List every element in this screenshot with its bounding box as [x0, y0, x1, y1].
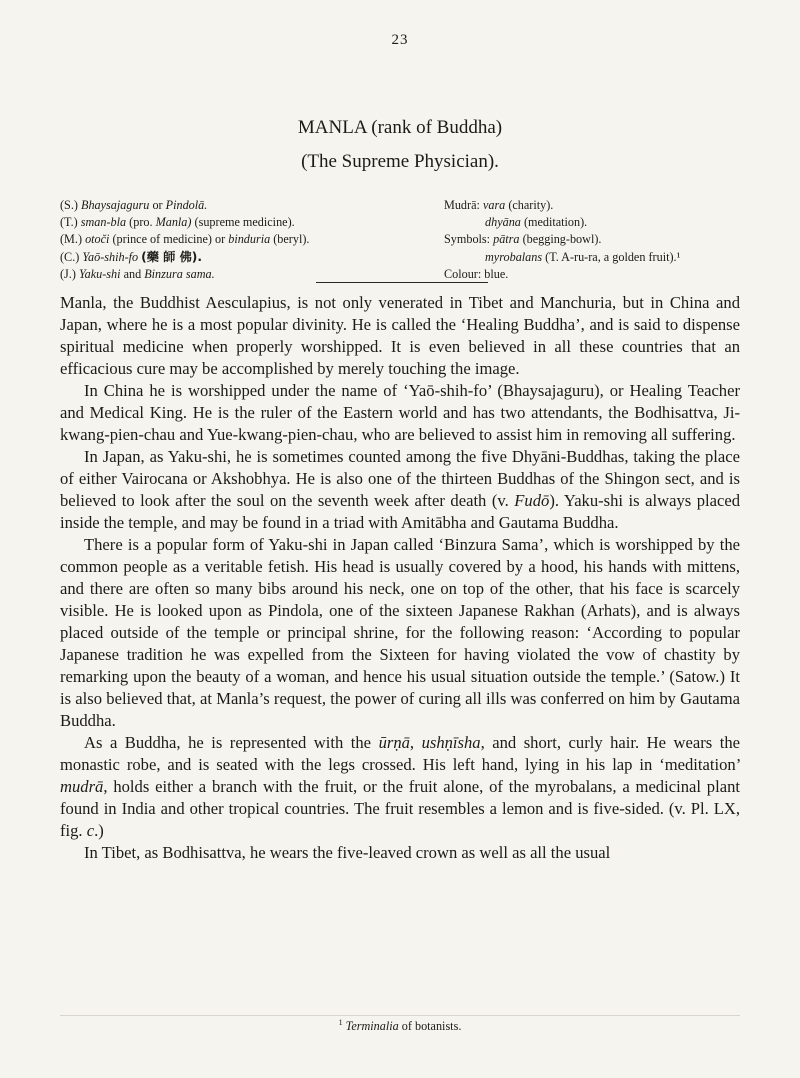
paragraph: There is a popular form of Yaku-shi in Japan called ‘Binzura Sama’, which is worshipped by the common people as a veritable fetish. His head is usually covered by a hood, his hands with mittens, and there are often so many bibs around his neck, one on top of the other, that his face is scarcely visible. He is looked upon as Pindola, one of the sixteen Japanese Rakhan (Arhats), and is always placed outside of the temple or principal shrine, for the following reason: ‘According to popular Japanese tradition he was expelled from the Sixteen for having violated the vow of chastity by remarking upon the beauty of a woman, and hence his usual situation outside the temple.’ (Satow.) It is also believed that, at Manla’s request, the power of curing all ills was conferred on him by Gautama Buddha.: [60, 535, 740, 730]
name-entry-japanese: [60, 266, 330, 283]
name-conj: (pro.: [129, 215, 153, 230]
name-term: Bhaysajaguru: [81, 198, 150, 212]
name-conj: (prince of medicine) or: [112, 232, 226, 247]
symbols-label: Symbols:: [444, 232, 491, 247]
section-divider: [316, 282, 488, 283]
paragraph: Manla, the Buddhist Aesculapius, is not only venerated in Tibet and Manchuria, but in China and Japan, where he is a most popular divinity. He is called the ‘Healing Buddha’, and is said to dispense spiritual medicine when properly worshipped. It is even believed in all these countries that an efficacious cure may be accomplished by merely touching the image.: [60, 293, 740, 378]
name-term: sman-bla: [80, 215, 127, 230]
symbols-row: [444, 231, 784, 248]
page-number: 23: [391, 32, 409, 48]
mudra-row: [444, 214, 784, 231]
mudra-term: vara: [482, 198, 506, 212]
paragraph-text: , holds either a branch with the fruit, or the fruit alone, of the myrobalans, a medicinal plant found in India and other tropical countries. The fruit resembles a lemon and is five-sided. (v. Pl. LX, fig.: [60, 777, 740, 840]
colour-label: Colour:: [444, 266, 482, 281]
attribute-list: [444, 197, 784, 283]
term-urna: ūrṇā: [378, 733, 410, 752]
name-list: [60, 197, 330, 283]
paragraph-text: In Japan, as Yaku-shi, he is sometimes counted among the five Dhyāni-Buddhas, taking the place of either Vairocana or Akshobhya. He is also one of the thirteen Buddhas of the Shingon sect, and is believed to look after the soul on the seventh week after death (v.: [60, 447, 740, 510]
name-key: (M.): [60, 232, 83, 247]
name-alt: Pindolā.: [165, 198, 208, 212]
name-term: otoči: [85, 232, 110, 247]
term-ushnisha: ushṇīsha: [421, 733, 481, 752]
symbol-term: pātra: [493, 232, 520, 247]
name-conj: and: [123, 266, 142, 281]
name-alt: binduria: [228, 232, 271, 247]
symbol-gloss: (T. A-ru-ra, a golden fruit).¹: [545, 249, 681, 264]
name-conj: or: [152, 198, 163, 212]
name-entry-sanskrit: [60, 197, 330, 214]
footnote-divider: [60, 1015, 740, 1016]
name-term: Yaō-shih-fo: [82, 249, 139, 264]
paragraph-text: ,: [409, 733, 415, 752]
paragraph-text: ). Yaku-shi is always placed inside the temple, and may be found in a triad with Amitābha and Gautama Buddha.: [60, 491, 740, 532]
name-key: (T.): [60, 215, 78, 230]
page-title: MANLA (rank of Buddha): [297, 117, 503, 138]
symbol-gloss: (begging-bowl).: [522, 232, 602, 247]
page-subtitle: (The Supreme Physician).: [301, 151, 499, 172]
paragraph-text: .): [94, 821, 104, 840]
name-entry-tibetan: [60, 214, 330, 231]
footnote-marker: 1: [338, 1018, 343, 1027]
name-entry-mongolian: [60, 231, 330, 248]
symbol-term: myrobalans: [485, 249, 543, 264]
body-text: [60, 292, 740, 864]
name-key: (J.): [60, 266, 76, 281]
paragraph: In China he is worshipped under the name of ‘Yaō-shih-fo’ (Bhaysajaguru), or Healing Teacher and Medical King. He is the ruler of the Eastern world and has two attendants, the Bodhisattva, Ji-kwang-pien-chau and Yue-kwang-pien-chau, who are believed to assist him in removing all suffering.: [60, 381, 740, 444]
name-alt: Binzura sama.: [144, 266, 215, 281]
name-rest: (beryl).: [273, 232, 310, 247]
mudra-label: Mudrā:: [444, 198, 480, 212]
mudra-row: [444, 197, 784, 214]
name-term: Yaku-shi: [78, 266, 121, 281]
paragraph-text: As a Buddha, he is represented with the: [84, 733, 372, 752]
footnote: [0, 1018, 800, 1034]
name-key: (C.): [60, 249, 80, 264]
paragraph-text: , and short, curly hair. He wears the monastic robe, and is seated with the legs crossed. His left hand, lying in his lap in ‘meditation’: [60, 733, 740, 774]
mudra-gloss: (charity).: [508, 198, 554, 212]
colour-value: blue.: [484, 266, 509, 281]
mudra-gloss: (meditation).: [523, 215, 588, 230]
name-rest: (supreme medicine).: [194, 215, 295, 230]
footnote-term: Terminalia: [345, 1019, 399, 1034]
name-key: (S.): [60, 198, 78, 212]
symbols-row: [444, 249, 784, 266]
mudra-term: dhyāna: [485, 215, 521, 230]
paragraph: [60, 732, 740, 842]
cross-reference: Fudō: [514, 491, 550, 510]
term-mudra: mudrā: [60, 777, 104, 796]
footnote-text: of botanists.: [401, 1019, 462, 1034]
paragraph: In Tibet, as Bodhisattva, he wears the five-leaved crown as well as all the usual: [84, 843, 611, 862]
paragraph: [60, 446, 740, 534]
name-entry-chinese: [60, 249, 330, 266]
name-alt: Manla): [155, 215, 192, 230]
name-chinese-characters: (藥 師 佛).: [141, 249, 202, 264]
colour-row: [444, 266, 784, 283]
figure-reference: c: [86, 821, 95, 840]
